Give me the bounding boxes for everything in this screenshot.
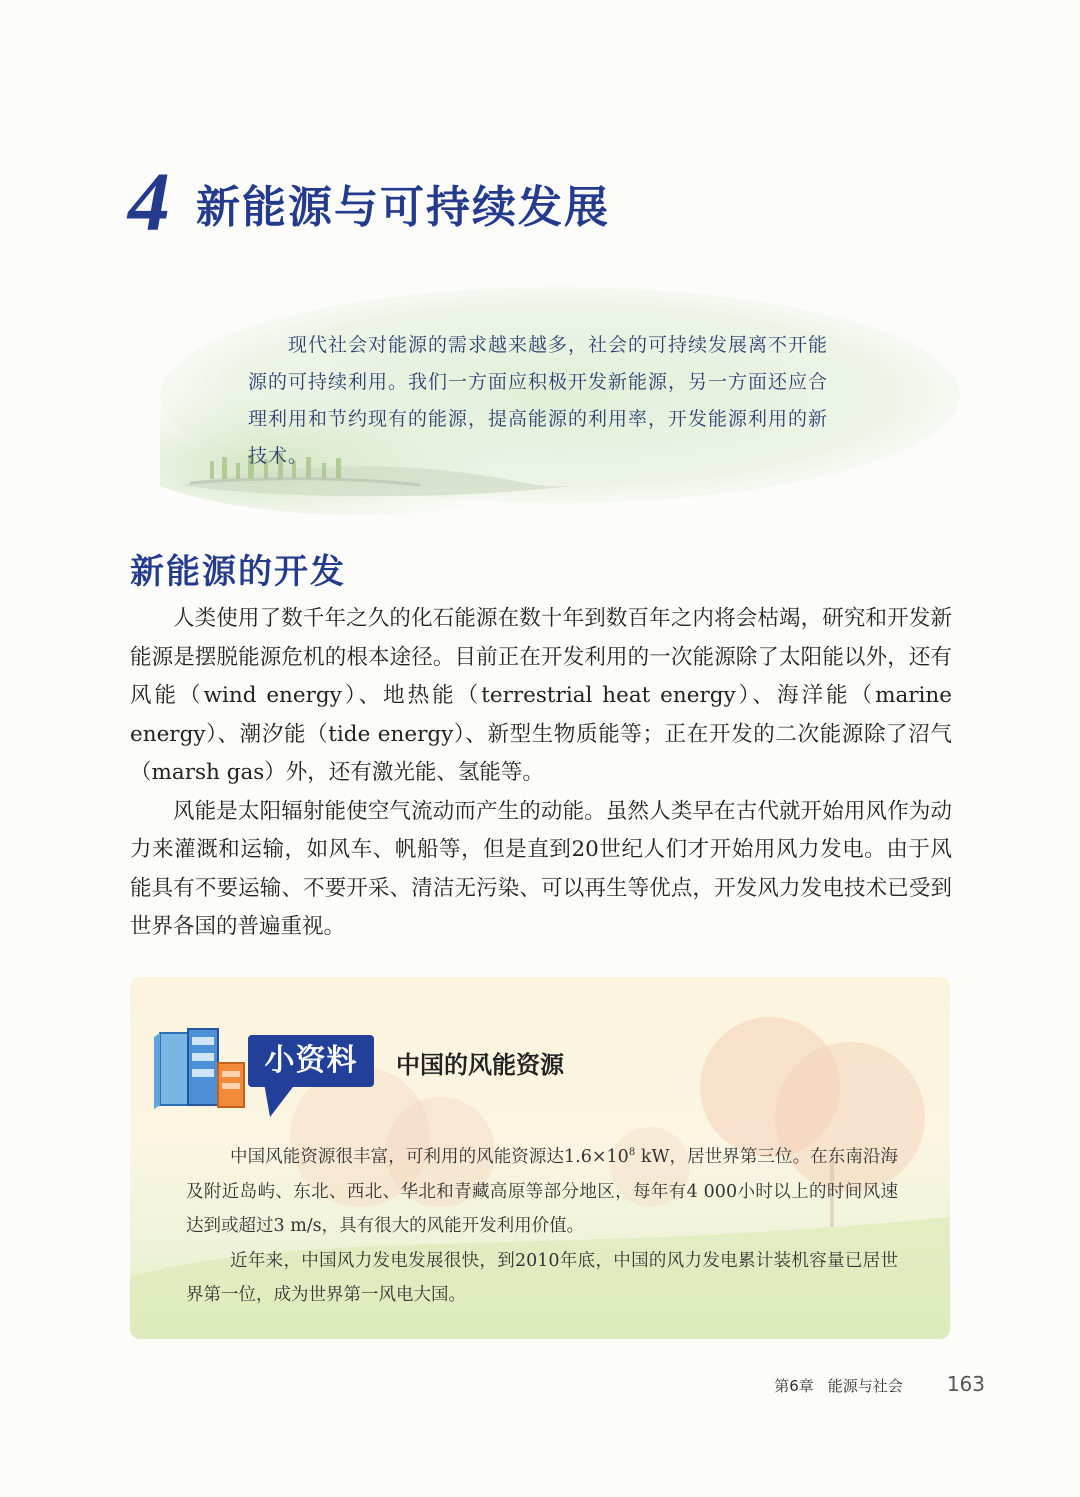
info-paragraph-2: 近年来，中国风力发电发展很快，到2010年底，中国的风力发电累计装机容量已居世界第一位，成为世界第一风电大国。 bbox=[186, 1250, 898, 1305]
chapter-number: 4 bbox=[128, 156, 170, 249]
books-icon bbox=[152, 1023, 252, 1113]
speech-tail-icon bbox=[262, 1083, 302, 1123]
chapter-title bbox=[128, 158, 610, 248]
section-heading: 新能源的开发 bbox=[130, 552, 346, 592]
info-label: 小资料 bbox=[248, 1035, 374, 1087]
footer-chapter: 第6章 bbox=[774, 1377, 814, 1395]
body-paragraph-2: 风能是太阳辐射能使空气流动而产生的动能。虽然人类早在古代就开始用风作为动力来灌溉和运输，如风车、帆船等，但是直到20世纪人们才开始用风力发电。由于风能具有不要运输、不要开采、清洁无污染、可以再生等优点，开发风力发电技术已受到世界各国的普遍重视。 bbox=[130, 798, 952, 939]
intro-banner bbox=[160, 285, 960, 515]
page-number: 163 bbox=[946, 1372, 985, 1396]
info-title: 中国的风能资源 bbox=[396, 1051, 564, 1079]
body-text bbox=[130, 600, 952, 947]
chapter-heading: 新能源与可持续发展 bbox=[196, 182, 610, 233]
body-paragraph-1: 人类使用了数千年之久的化石能源在数十年到数百年之内将会枯竭，研究和开发新能源是摆脱能源危机的根本途径。目前正在开发利用的一次能源除了太阳能以外，还有风能（wind energy）、地热能（terrestrial heat energy）、海洋能（marine energy）、潮汐能（tide energy）、新型生物质能等；正在开发的二次能源除了沼气（marsh gas）外，还有激光能、氢能等。 bbox=[130, 606, 952, 785]
info-box bbox=[130, 977, 950, 1339]
info-paragraph-1: 中国风能资源很丰富，可利用的风能资源达$1.6\times 10^8$ kW，居世界第三位。在东南沿海及附近岛屿、东北、西北、华北和青藏高原等部分地区，每年有4 000小时以上的时间风速达到或超过3 m/s，具有很大的风能开发利用价值。 bbox=[186, 1147, 899, 1236]
page-footer bbox=[774, 1372, 985, 1396]
intro-paragraph: 现代社会对能源的需求越来越多，社会的可持续发展离不开能源的可持续利用。我们一方面应积极开发新能源，另一方面还应合理利用和节约现有的能源，提高能源的利用率，开发能源利用的新技术。 bbox=[248, 334, 829, 467]
footer-chapter-name: 能源与社会 bbox=[827, 1377, 903, 1395]
info-text bbox=[186, 1140, 898, 1313]
